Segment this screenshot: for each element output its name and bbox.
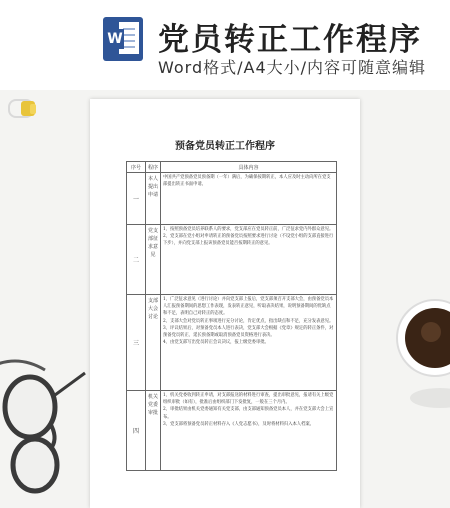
content-paragraph: 2、支部大会对党员转正事项进行充分讨论，肯定优点，指出缺点和不足，充分发表意见。 [163, 318, 334, 324]
row-step: 党支部征求意见 [146, 225, 161, 295]
page-subtitle: Word格式/A4大小/内容可随意编辑 [158, 58, 427, 77]
content-paragraph: 1、机关党委收到转正申请，对支部报送的材料进行审查，提出审批意见，报请有关上级党组织审批（如有），批准后由组织部门下发批复，一般在三个月内。 [163, 393, 334, 406]
eyeglasses-image [0, 325, 95, 495]
row-number: 一 [127, 173, 146, 225]
content-paragraph: 2、党支部在党小组对申请转正的预备党员按照要求进行讨论（不设党小组的支部直接进行下步），并向党支部上报该预备党员能否按期转正的意见。 [163, 234, 334, 247]
coffee-mug-image [395, 298, 450, 410]
content-paragraph: 1、广泛征求意见（进行讨论）并向党支部上报后，党支部须召开支部大会，由预备党员本人汇报预备期间的思想工作表现，发表转正意见，听取表决结果，说明预备期间的优缺点和不足，表明自己对转正的态度。 [163, 297, 334, 317]
row-step: 机关党委审批 [146, 391, 161, 471]
document-title: 预备党员转正工作程序 [175, 141, 275, 152]
table-row [127, 173, 337, 225]
row-number: 四 [127, 391, 146, 471]
procedure-table [126, 161, 337, 471]
document-page [90, 99, 360, 508]
content-paragraph: 1、按照预备党员培养联系人的要求，党支部应在党员转正前，广泛征求党内外群众意见。 [163, 227, 334, 232]
row-content [161, 173, 337, 225]
content-paragraph: 中国共产党预备党员预备期（一年）满后，为确保按期转正，本人应及时主动向所在党支部提出转正书面申请。 [163, 175, 331, 188]
header-step: 程序 [146, 162, 161, 173]
row-content [161, 225, 337, 295]
page-title: 党员转正工作程序 [158, 22, 422, 58]
row-number: 二 [127, 225, 146, 295]
row-number: 三 [127, 295, 146, 391]
header-content: 具体内容 [161, 162, 337, 173]
row-content [161, 295, 337, 391]
content-paragraph: 2、审批结果由机关党委通知有关党支部，由支部通知预备党员本人，并在党支部大会上宣布。 [163, 407, 334, 420]
word-doc-icon [103, 17, 143, 61]
content-paragraph: 3、评议结果后，对预备党员本人进行表决，党支部大会根据《党章》规定的转正条件，对预备党员转正、延长预备期或取消预备党员资格进行表决。 [163, 325, 334, 339]
row-step: 本人提出申请 [146, 173, 161, 225]
table-header-row [127, 162, 337, 173]
paperclip-highlight [30, 104, 36, 114]
table-row [127, 225, 337, 295]
content-paragraph: 3、党支部将预备党员转正材料存入《人党志愿书》，及时将材料归入本人档案。 [163, 421, 314, 427]
row-content [161, 391, 337, 471]
content-paragraph: 4、由党支部写出党员转正会议决议，报上级党委审批。 [163, 340, 269, 346]
row-step: 支部大会讨论 [146, 295, 161, 391]
table-row [127, 391, 337, 471]
header-banner [0, 0, 450, 90]
word-icon-letter: W [107, 31, 123, 47]
table-row [127, 295, 337, 391]
header-no: 序号 [127, 162, 146, 173]
